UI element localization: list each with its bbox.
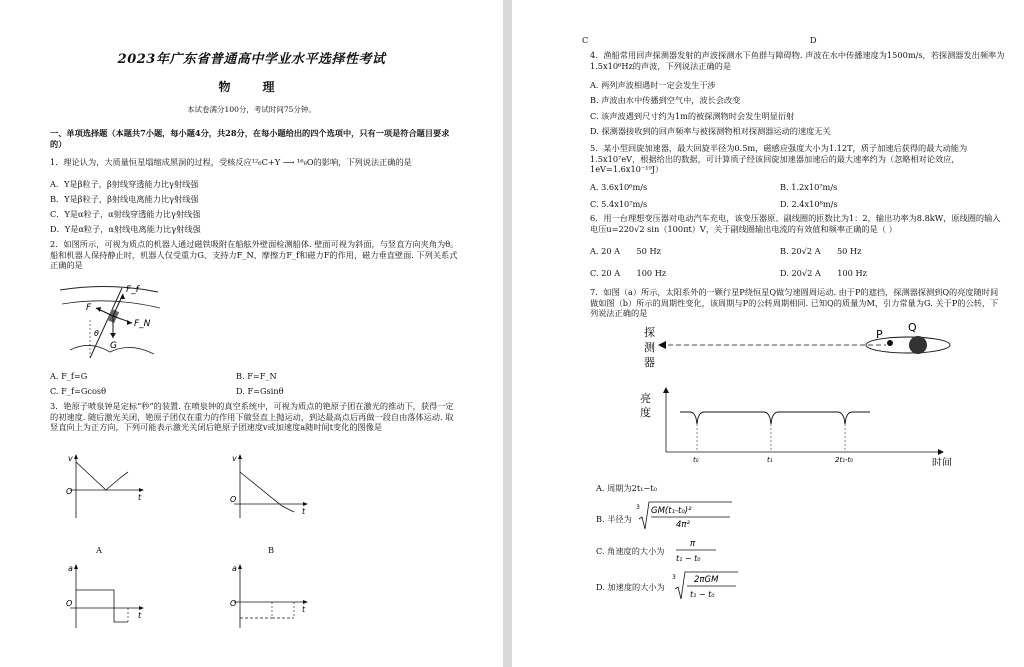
- section-1-heading: 一、单项选择题（本题共7小题，每小题4分，共28分，在每小题给出的四个选项中，只有一项是符合题目要求的）: [50, 128, 450, 149]
- label-q: Q: [908, 321, 917, 334]
- q6-option-d: D. 20√2 A 100 Hz: [780, 268, 867, 278]
- q7-figure-a: [640, 318, 970, 372]
- q5-option-a: A. 3.6x10⁶m/s: [590, 182, 648, 192]
- q1-option-a: A．Y是β粒子，β射线穿透能力比γ射线强: [50, 179, 199, 189]
- q2-option-b: B. F=F_N: [236, 371, 277, 381]
- q3-stem: 3．铯原子喷泉钟是定标“秒”的装置. 在喷泉钟的真空系统中，可视为质点的铯原子团在激光的推动下，获得一定的初速度. 随后激光关闭，铯原子团仅在重力的作用下做竖直上抛运动，到达最高点后再做一段自由落体运动. 取竖直向上为正方向，下列可能表示激光关闭后铯原子团速度v或加速度a随时间t变化的图像是: [50, 401, 454, 432]
- graph-a-origin: O: [66, 487, 73, 496]
- svg-text:3: 3: [672, 574, 676, 581]
- detector-label-2: 测: [644, 341, 655, 354]
- q5-option-c: C. 5.4x10⁷m/s: [590, 199, 648, 209]
- d-numerator: 2πGM: [694, 575, 719, 585]
- q3-label-a: A: [96, 545, 102, 555]
- exam-subject: 物 理: [218, 80, 285, 94]
- q7-option-c-formula: [672, 536, 722, 566]
- q1-stem: 1．理论认为，大质量恒星塌缩成黑洞的过程，受核反应¹²₆C+Y ⟶ ¹⁶₈O的影响，下列说法正确的是: [50, 157, 412, 167]
- q3-graph-c: [58, 562, 148, 632]
- graph-a-x-label: t: [138, 493, 142, 502]
- q4-option-d: D. 探测器接收到的回声频率与被探测物相对探测器运动的速度无关: [590, 126, 831, 136]
- brightness-curve: [680, 412, 870, 424]
- nuclear-reaction: ¹²₆C+Y ⟶ ¹⁶₈O: [251, 157, 314, 167]
- q5-stem: 5．某小型回旋加速器，最大回旋半径为0.5m，磁感应强度大小为1.12T，质子加速后获得的最大动能为1.5x10⁷eV，根据给出的数据，可计算质子经该回旋加速器加速后的最大速率约为（忽略相对论效应，1eV=1.6x10⁻¹⁹J）: [590, 143, 968, 174]
- label-fn: F_N: [134, 319, 151, 329]
- q7-option-a: A. 周期为2t₁−t₀: [596, 483, 657, 493]
- q2-robot-figure: [50, 280, 170, 362]
- q2-option-a: A. F_f=G: [50, 371, 88, 381]
- graph-d-y-label: a: [232, 564, 237, 573]
- q6-stem: 6．用一台理想变压器对电动汽车充电，该变压器原、副线圈的匝数比为1：2，输出功率为8.8kW，原线圈的输入电压u=220√2 sin（100πt）V，关于副线圈输出电流的有效值和频率正确的是（ ）: [590, 213, 1001, 234]
- q7-option-d-formula: [672, 570, 742, 602]
- graph-b-y-label: v: [232, 454, 237, 463]
- q1-option-c: C．Y是α粒子，α射线穿透能力比γ射线强: [50, 209, 201, 219]
- brightness-label-1: 亮: [640, 392, 651, 405]
- q1-option-d: D．Y是α粒子，α射线电离能力比γ射线强: [50, 224, 201, 234]
- detector-label-3: 器: [644, 356, 655, 369]
- b-numerator: GM(t₁-t₀)²: [651, 506, 692, 516]
- q3-graph-b: [222, 452, 312, 522]
- q7-option-c-prefix: C. 角速度的大小为: [596, 546, 665, 556]
- q7-figure-b: [640, 384, 970, 466]
- q6-option-c: C. 20 A 100 Hz: [590, 268, 667, 278]
- q6-option-b: B. 20√2 A 50 Hz: [780, 246, 862, 256]
- q5-option-b: B. 1.2x10⁷m/s: [780, 182, 838, 192]
- label-theta: θ: [94, 329, 99, 338]
- exam-page-left: [0, 0, 503, 667]
- q3-graph-d: [222, 562, 312, 632]
- label-f: F: [86, 303, 92, 313]
- q3-graph-a: [58, 452, 148, 522]
- detector-label-1: 探: [644, 326, 655, 339]
- q1-option-b: B．Y是β粒子，β射线电离能力比γ射线强: [50, 194, 199, 204]
- q4-stem: 4．渔船常用回声探测器发射的声波探测水下鱼群与障碍物. 声波在水中传播速度为1500m/s，若探测器发出频率为1.5x10⁶Hz的声波，下列说法正确的是: [590, 50, 1005, 71]
- time-label: 时间: [932, 458, 952, 466]
- q4-option-c: C. 该声波遇到尺寸约为1m的被探测物时会发生明显衍射: [590, 111, 795, 121]
- planet-p: [887, 340, 893, 346]
- q7-option-d-prefix: D. 加速度的大小为: [596, 582, 665, 592]
- star-q: [909, 336, 927, 354]
- label-ff: F_f: [126, 285, 139, 295]
- graph-d-origin: O: [230, 599, 237, 608]
- graph-b-x-label: t: [302, 507, 306, 516]
- c-denominator: t₁ − t₀: [676, 554, 701, 563]
- exam-note: 本试卷满分100分，考试时间75分钟。: [187, 105, 316, 114]
- exam-title: 2023年广东省普通高中学业水平选择性考试: [117, 52, 386, 67]
- tick-2t1-t0: 2t₁-t₀: [835, 456, 854, 464]
- q2-stem: 2．如图所示，可视为质点的机器人通过磁铁吸附在船舷外壁面检测船体. 壁面可视为斜面，与竖直方向夹角为θ。船和机器人保持静止时，机器人仅受重力G、支持力F_N、摩擦力F_f和磁力F的作用，磁力垂直壁面. 下列关系式正确的是: [50, 239, 459, 270]
- graph-c-x-label: t: [138, 611, 142, 620]
- q3-label-d: D: [810, 35, 817, 45]
- c-numerator: π: [690, 539, 696, 549]
- q6-option-a: A. 20 A 50 Hz: [590, 246, 661, 256]
- graph-a-y-label: v: [68, 454, 73, 463]
- q7-option-b-prefix: B. 半径为: [596, 514, 632, 524]
- b-denominator: 4π²: [676, 520, 690, 530]
- tick-t1: t₁: [767, 456, 773, 464]
- brightness-label-2: 度: [640, 406, 651, 419]
- d-denominator: t₁ − t₀: [690, 590, 715, 599]
- q4-option-b: B. 声波由水中传播到空气中，波长会改变: [590, 95, 741, 105]
- label-g: G: [110, 341, 117, 351]
- q3-label-b: B: [268, 545, 275, 555]
- graph-c-origin: O: [66, 599, 73, 608]
- exam-page-right: [512, 0, 1024, 667]
- q2-option-c: C. F_f=Gcosθ: [50, 386, 107, 396]
- graph-b-origin: O: [230, 495, 237, 504]
- graph-d-x-label: t: [302, 605, 306, 614]
- q3-label-c: C: [582, 35, 589, 45]
- q4-option-a: A. 两列声波相遇时一定会发生干涉: [590, 80, 716, 90]
- q7-stem: 7．如图（a）所示，太阳系外的一颗行星P绕恒星Q做匀速圆周运动. 由于P的遮挡，探测器探测到Q的亮度随时间做如图（b）所示的周期性变化，该周期与P的公转周期相同. 已知Q的质量为M，引力常量为G. 关于P的公转，下列说法正确的是: [590, 287, 999, 318]
- q2-option-d: D. F=Gsinθ: [236, 386, 284, 396]
- label-p: P: [876, 328, 883, 341]
- graph-c-y-label: a: [68, 564, 73, 573]
- tick-t0: t₀: [693, 456, 699, 464]
- q5-option-d: D. 2.4x10⁸m/s: [780, 199, 838, 209]
- q7-option-b-formula: [636, 500, 736, 532]
- svg-text:3: 3: [636, 504, 640, 511]
